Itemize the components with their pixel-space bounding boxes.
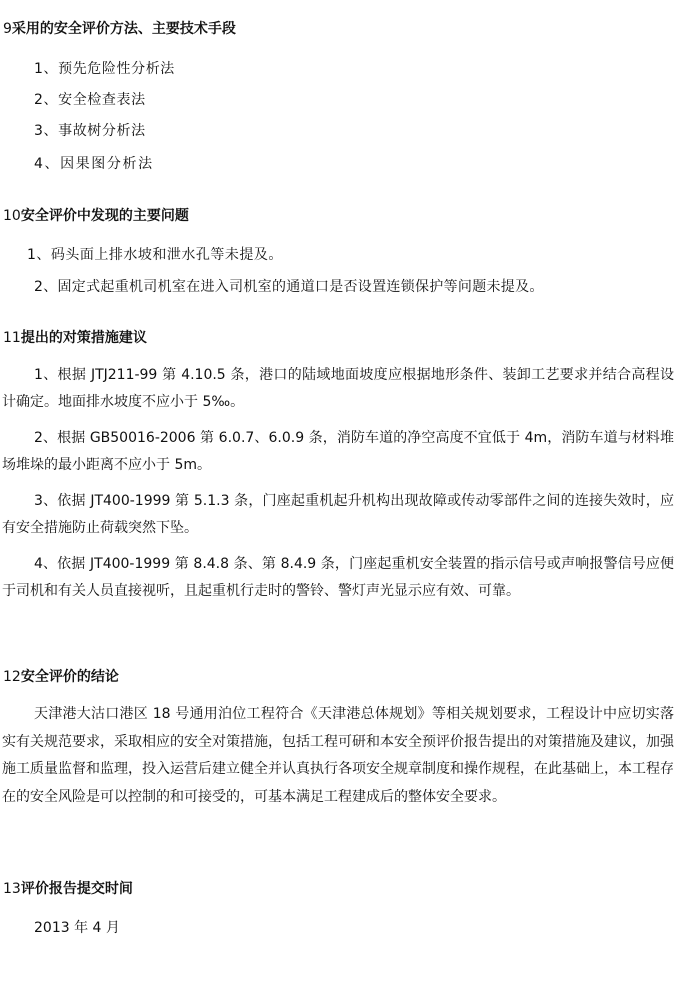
section-number: 10: [3, 208, 21, 224]
method-item: 4、因果图分析法: [34, 156, 154, 172]
conclusion-paragraph: 天津港大沽口港区 18 号通用泊位工程符合《天津港总体规划》等相关规划要求，工程设计中应切实落实有关规范要求，采取相应的安全对策措施，包括工程可研和本安全预评价报告提出的对策措施及建议，加强施工质量监督和监理，投入运营后建立健全并认真执行各项安全规章制度和操作规程，在此基础上，本工程存在的安全风险是可以控制的和可接受的，可基本满足工程建成后的整体安全要求。: [2, 706, 674, 805]
section-number: 12: [3, 669, 21, 685]
measure-paragraph: 4、依据 JT400-1999 第 8.4.8 条、第 8.4.9 条，门座起重机安全装置的指示信号或声响报警信号应便于司机和有关人员直接视听，且起重机行走时的警铃、警灯声光显示应有效、可靠。: [2, 556, 674, 600]
method-item: 2、安全检查表法: [34, 92, 146, 108]
section-title: 安全评价中发现的主要问题: [20, 208, 189, 224]
section-number: 11: [3, 330, 21, 346]
measure-paragraph: 3、依据 JT400-1999 第 5.1.3 条，门座起重机起升机构出现故障或传动零部件之间的连接失效时，应有安全措施防止荷载突然下坠。: [2, 493, 674, 537]
section-13-heading: [3, 879, 133, 899]
problem-item: 2、固定式起重机司机室在进入司机室的通道口是否设置连锁保护等问题未提及。: [34, 279, 544, 295]
section-10-heading: [3, 206, 189, 226]
section-11-heading: [3, 328, 147, 348]
problem-item: 1、码头面上排水坡和泄水孔等未提及。: [27, 247, 283, 263]
section-12-heading: [3, 667, 119, 687]
section-title: 评价报告提交时间: [20, 881, 133, 897]
measure-paragraph: 1、根据 JTJ211-99 第 4.10.5 条，港口的陆域地面坡度应根据地形条件、装卸工艺要求并结合高程设计确定。地面排水坡度不应小于 5‰。: [2, 367, 674, 411]
method-item: 1、预先危险性分析法: [34, 61, 175, 77]
method-item: 3、事故树分析法: [34, 123, 146, 139]
submission-date: 2013 年 4 月: [34, 920, 120, 936]
section-title: 采用的安全评价方法、主要技术手段: [11, 21, 236, 37]
section-number: 9: [3, 21, 12, 37]
section-number: 13: [3, 881, 21, 897]
measure-paragraph: 2、根据 GB50016-2006 第 6.0.7、6.0.9 条，消防车道的净空高度不宜低于 4m，消防车道与材料堆场堆垛的最小距离不应小于 5m。: [2, 430, 674, 474]
section-9-heading: [3, 19, 236, 39]
section-title: 提出的对策措施建议: [20, 330, 147, 346]
section-title: 安全评价的结论: [20, 669, 119, 685]
